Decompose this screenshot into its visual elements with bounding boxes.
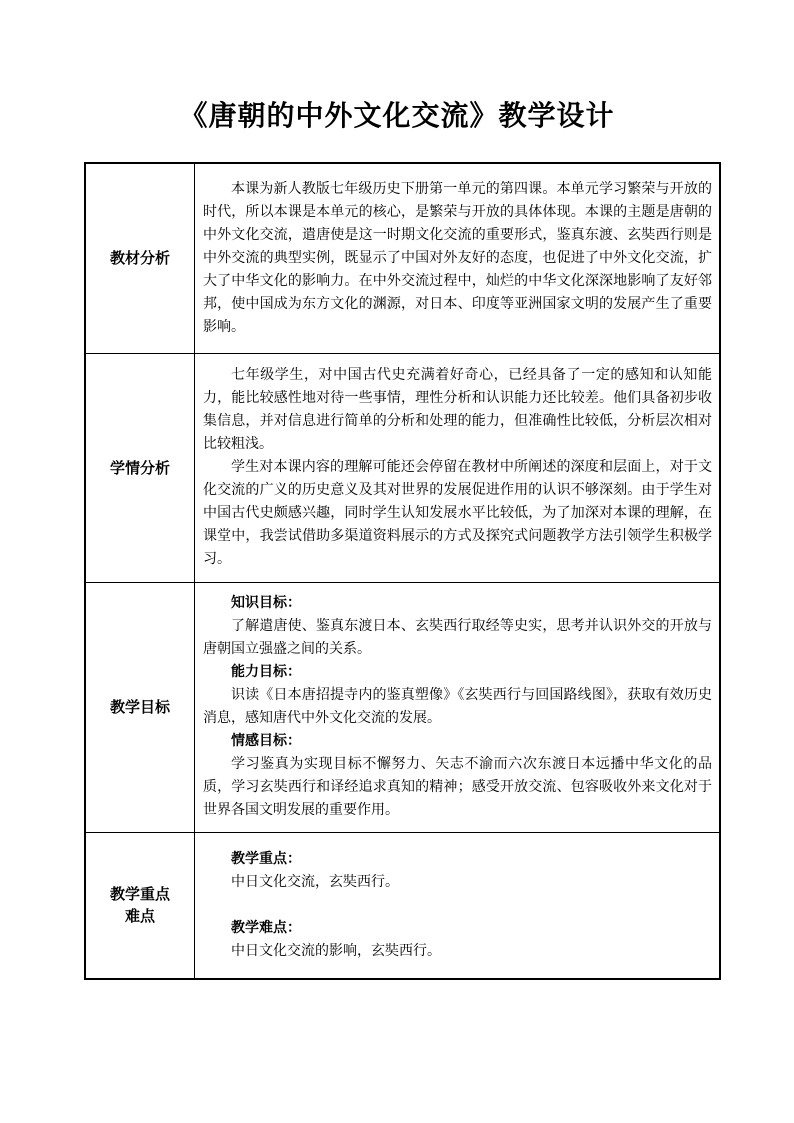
- ability-goal-heading: 能力目标：: [231, 664, 301, 680]
- student-analysis-paragraph-2: 学生对本课内容的理解可能还会停留在教材中所阐述的深度和层面上，对于文化交流的广义的历史意义及其对世界的发展促进作用的认识不够深刻。由于学生对中国古代史颇感兴趣，同时学生认知发展水平比较低，为了加深对本课的理解，在课堂中，我尝试借助多渠道资料展示的方式及探究式问题教学方法引领学生积极学习。: [203, 459, 712, 567]
- key-points-heading: 教学重点：: [231, 850, 301, 867]
- key-points-text: 中日文化交流，玄奘西行。: [231, 873, 399, 890]
- document-title: 《唐朝的中外文化交流》教学设计: [179, 99, 615, 132]
- difficult-points-text: 中日文化交流的影响，玄奘西行。: [231, 942, 441, 959]
- row-label-key-difficult: [85, 832, 195, 979]
- difficult-points-heading: 教学难点：: [231, 919, 301, 936]
- knowledge-goal-heading: 知识目标：: [231, 595, 301, 611]
- table-row-key-difficult: [85, 832, 720, 979]
- row-label-key-difficult-line1: 教学重点: [109, 885, 170, 904]
- textbook-analysis-paragraph: 本课为新人教版七年级历史下册第一单元的第四课。本单元学习繁荣与开放的时代，所以本课是本单元的核心，是繁荣与开放的具体体现。本课的主题是唐朝的中外文化交流，遣唐使是这一时期文化交流的重要形式，鉴真东渡、玄奘西行则是中外交流的典型实例，既显示了中国对外友好的态度，也促进了中外文化交流，扩大了中华文化的影响力。在中外交流过程中，灿烂的中华文化深深地影响了友好邻邦，使中国成为东方文化的渊源，对日本、印度等亚洲国家文明的发展产生了重要影响。: [203, 180, 712, 335]
- row-label-student-analysis: 学情分析: [85, 353, 195, 582]
- ability-goal-text: 识读《日本唐招提寺内的鉴真塑像》《玄奘西行与回国路线图》，获取有效历史消息，感知唐代中外文化交流的发展。: [203, 687, 712, 726]
- row-content-student-analysis: [195, 353, 721, 582]
- spacer: [203, 894, 712, 917]
- emotion-goal-text: 学习鉴真为实现目标不懈努力、矢志不渝而六次东渡日本远播中华文化的品质，学习玄奘西行和译经追求真知的精神；感受开放交流、包容吸收外来文化对于世界各国文明发展的重要作用。: [203, 756, 712, 818]
- student-analysis-paragraph-1: 七年级学生，对中国古代史充满着好奇心，已经具备了一定的感知和认知能力，能比较感性地对待一些事情，理性分析和认识能力还比较差。他们具备初步收集信息，并对信息进行简单的分析和处理的能力，但准确性比较低，分析层次相对比较粗浅。: [203, 367, 712, 452]
- emotion-goal-heading: 情感目标：: [231, 733, 301, 749]
- table-row-teaching-goals: [85, 582, 720, 832]
- table-row-textbook-analysis: [85, 163, 720, 353]
- row-label-key-difficult-line2: 难点: [124, 907, 155, 926]
- lesson-plan-table: [84, 162, 721, 980]
- row-label-textbook-analysis: 教材分析: [85, 163, 195, 353]
- row-content-key-difficult: [195, 832, 721, 979]
- row-content-teaching-goals: [195, 582, 721, 832]
- table-row-student-analysis: [85, 353, 720, 582]
- knowledge-goal-text: 了解遣唐使、鉴真东渡日本、玄奘西行取经等史实，思考并认识外交的开放与唐朝国立强盛之间的关系。: [203, 618, 712, 657]
- row-content-textbook-analysis: [195, 163, 721, 353]
- row-label-teaching-goals: 教学目标: [85, 582, 195, 832]
